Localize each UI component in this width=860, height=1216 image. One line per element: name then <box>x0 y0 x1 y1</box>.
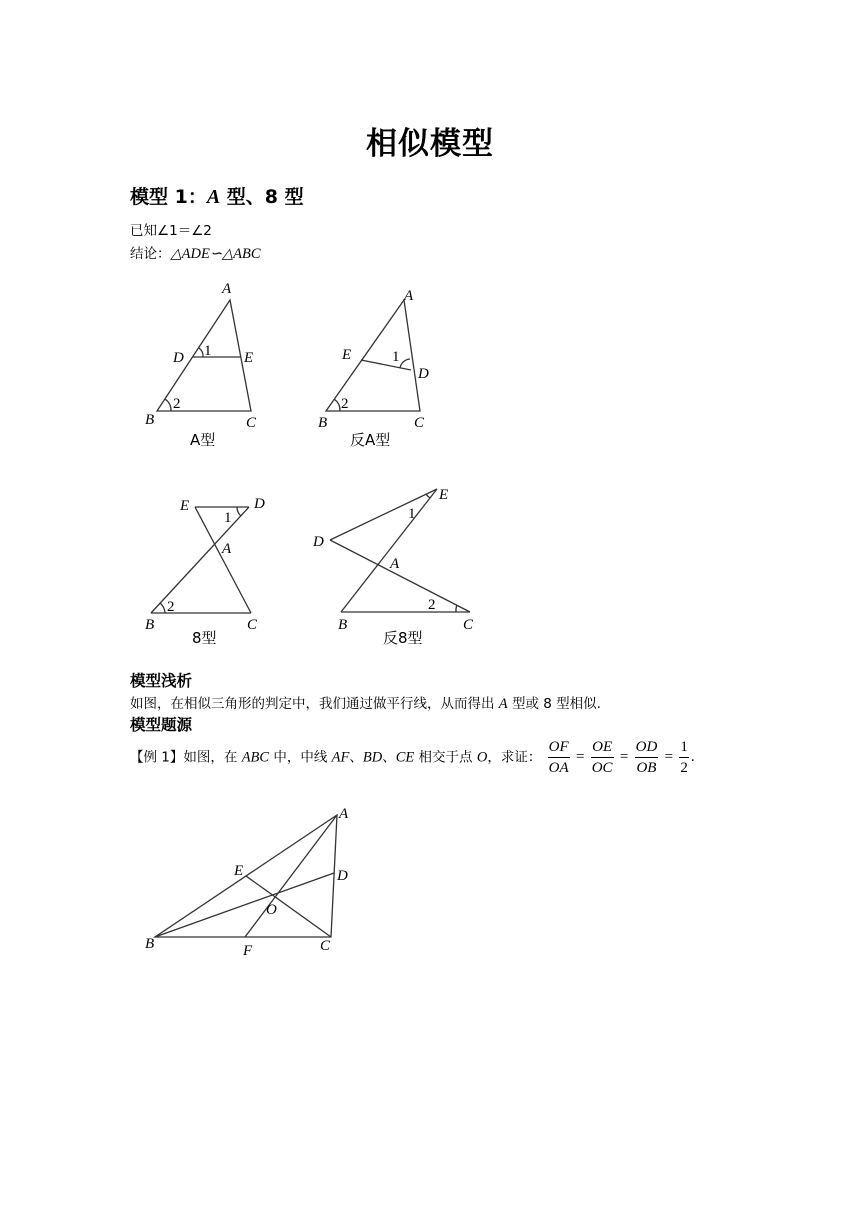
rev-a-label-b: B <box>318 415 328 431</box>
rev-a-label-e: E <box>342 347 352 363</box>
rev-eight-label-d: D <box>313 534 324 550</box>
rev-eight-angle-1: 1 <box>408 506 416 522</box>
rev-eight-angle-2: 2 <box>428 597 436 613</box>
eight-caption: 8型 <box>192 629 217 647</box>
reverse-a-type-figure <box>326 300 420 411</box>
fraction-oe-oc: $\frac{OE}{OC}$ <box>591 739 613 776</box>
example-label-o: O <box>266 902 277 918</box>
rev-a-caption: 反A型 <box>350 431 391 449</box>
given-line: 已知∠1＝∠2 <box>130 223 212 239</box>
eight-label-b: B <box>145 617 155 633</box>
example-triangle-figure <box>155 815 337 937</box>
a-type-label-b: B <box>145 412 155 428</box>
eight-label-c: C <box>247 617 258 633</box>
page-title: 相似模型 <box>366 126 494 162</box>
a-type-angle-1: 1 <box>204 343 212 359</box>
eight-angle-1: 1 <box>224 510 232 526</box>
rev-eight-caption: 反8型 <box>383 629 423 647</box>
a-type-label-e: E <box>244 350 254 366</box>
a-type-label-d: D <box>173 350 184 366</box>
a-type-label-a: A <box>222 281 232 297</box>
fraction-od-ob: $\frac{OD}{OB}$ <box>635 739 658 776</box>
eight-label-a: A <box>222 541 232 557</box>
example-label-a: A <box>339 806 349 822</box>
eight-label-e: E <box>180 498 190 514</box>
conclusion-line: 结论：△ADE∽△ABC <box>130 246 261 262</box>
rev-a-angle-2: 2 <box>341 396 349 412</box>
rev-a-label-d: D <box>418 366 429 382</box>
example-label-e: E <box>234 863 244 879</box>
fraction-of-oa: $\frac{OF}{OA}$ <box>548 739 569 776</box>
rev-eight-label-c: C <box>463 617 474 633</box>
eight-angle-2: 2 <box>167 599 175 615</box>
rev-a-angle-1: 1 <box>392 349 400 365</box>
reverse-eight-type-figure <box>330 489 470 612</box>
rev-eight-label-a: A <box>390 556 400 572</box>
rev-eight-label-e: E <box>439 487 449 503</box>
fraction-one-half: $\frac{1}{2}$ <box>680 739 688 776</box>
rev-a-label-c: C <box>414 415 425 431</box>
example-label-f: F <box>243 943 253 959</box>
a-type-angle-2: 2 <box>173 396 181 412</box>
rev-eight-label-b: B <box>338 617 348 633</box>
example-label-d: D <box>337 868 348 884</box>
analysis-text: 如图，在相似三角形的判定中，我们通过做平行线，从而得出 A 型或 8 型相似. <box>130 696 601 712</box>
section-heading: 模型 1：A 型、8 型 <box>130 186 304 208</box>
rev-a-label-a: A <box>404 288 414 304</box>
example-label-b: B <box>145 936 155 952</box>
eight-label-d: D <box>254 496 265 512</box>
analysis-heading: 模型浅析 <box>130 672 193 690</box>
a-type-label-c: C <box>246 415 257 431</box>
source-heading: 模型题源 <box>130 716 193 734</box>
a-type-caption: A型 <box>190 431 216 449</box>
eight-type-figure <box>151 507 251 613</box>
example-1-statement: 【例 1】如图，在 ABC 中，中线 AF、BD、CE 相交于点 O，求证： $\frac{OF}{OA}$ = $\frac{OE}{OC}$ = $\frac{OD}{OB}$ = $\frac{1}{2}$ . <box>130 739 695 776</box>
example-label-c: C <box>320 938 331 954</box>
